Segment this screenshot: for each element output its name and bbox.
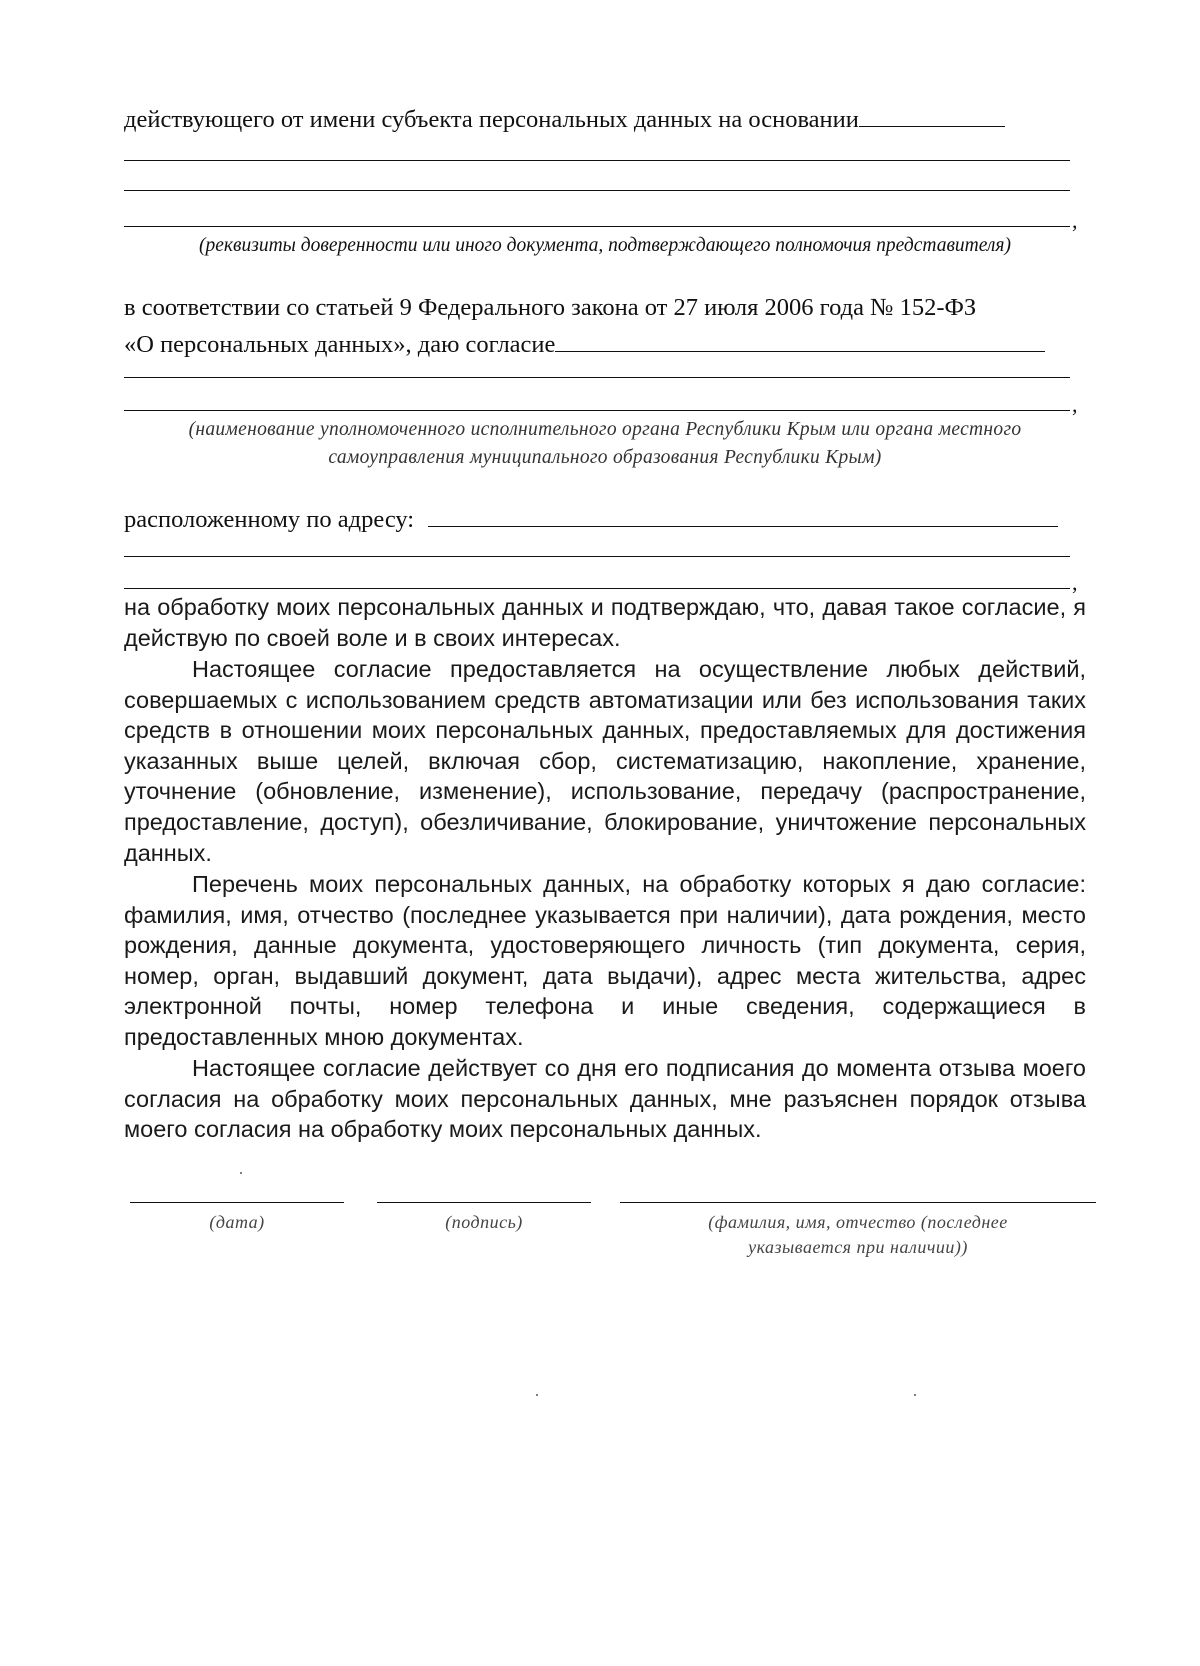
acting-basis-text: действующего от имени субъекта персональных данных на основании <box>124 106 859 133</box>
paragraph-voluntary: на обработку моих персональных данных и подтверждаю, что, давая такое согласие, я действую по своей воле и в своих интересах. <box>124 594 1086 651</box>
full-name-caption-line-1: (фамилия, имя, отчество (последнее <box>708 1212 1008 1232</box>
paragraph-validity: Настоящее согласие действует со дня его подписания до момента отзыва моего согласия на обработку моих персональных данных, мне разъяснен порядок отзыва моего согласия на обработку моих персональных данных. <box>124 1055 1086 1143</box>
authority-field-line-2[interactable] <box>124 377 1070 378</box>
signature-field[interactable] <box>377 1202 591 1203</box>
address-field-line-3[interactable] <box>124 588 1070 589</box>
consent-text: «О персональных данных», даю согласие <box>124 331 556 358</box>
proxy-field-line-4[interactable] <box>124 226 1070 227</box>
proxy-field-line-3[interactable] <box>124 190 1070 191</box>
full-name-caption-line-2: указывается при наличии)) <box>748 1237 968 1257</box>
scan-speck <box>914 1394 916 1396</box>
authority-field[interactable] <box>555 325 1045 352</box>
consent-line <box>124 325 1074 360</box>
signature-caption: (подпись) <box>445 1212 523 1232</box>
authority-hint-line-2: самоуправления муниципального образования Республики Крым) <box>328 447 882 468</box>
comma-mark: , <box>1072 570 1078 595</box>
date-field[interactable] <box>130 1202 344 1203</box>
authority-field-line-3[interactable] <box>124 410 1070 411</box>
comma-mark: , <box>1072 392 1078 417</box>
proxy-hint: (реквизиты доверенности или иного документа, подтверждающего полномочия представителя) <box>199 235 1011 256</box>
scan-speck <box>536 1394 538 1396</box>
address-line <box>124 500 1074 535</box>
paragraph-data-list: Перечень моих персональных данных, на обработку которых я даю согласие: фамилия, имя, отчество (последнее указывается при наличии), дата рождения, место рождения, данные документа, удостоверяющего личность (тип документа, серия, номер, орган, выдавший документ, дата выдачи), адрес места жительства, адрес электронной почты, номер телефона и иные сведения, содержащиеся в предоставленных мною документах. <box>124 871 1086 1050</box>
acting-basis-line <box>124 100 1074 135</box>
address-field[interactable] <box>428 500 1058 527</box>
full-name-field[interactable] <box>620 1202 1096 1203</box>
scan-speck <box>240 1172 242 1174</box>
proxy-field-line-2[interactable] <box>124 160 1070 161</box>
address-field-line-2[interactable] <box>124 556 1070 557</box>
acting-basis-field[interactable] <box>859 100 1005 127</box>
address-label: расположенному по адресу: <box>124 506 415 533</box>
authority-hint-line-1: (наименование уполномоченного исполнительного органа Республики Крым или органа местного <box>188 419 1022 440</box>
law-reference-line: в соответствии со статьей 9 Федерального закона от 27 июля 2006 года № 152-ФЗ <box>124 294 977 321</box>
comma-mark: , <box>1072 208 1078 233</box>
date-caption: (дата) <box>209 1212 265 1232</box>
paragraph-actions: Настоящее согласие предоставляется на осуществление любых действий, совершаемых с использованием средств автоматизации или без использования таких средств в отношении моих персональных данных, предоставляемых для достижения указанных выше целей, включая сбор, систематизацию, накопление, хранение, уточнение (обновление, изменение), использование, передачу (распространение, предоставление, доступ), обезличивание, блокирование, уничтожение персональных данных. <box>124 656 1086 866</box>
